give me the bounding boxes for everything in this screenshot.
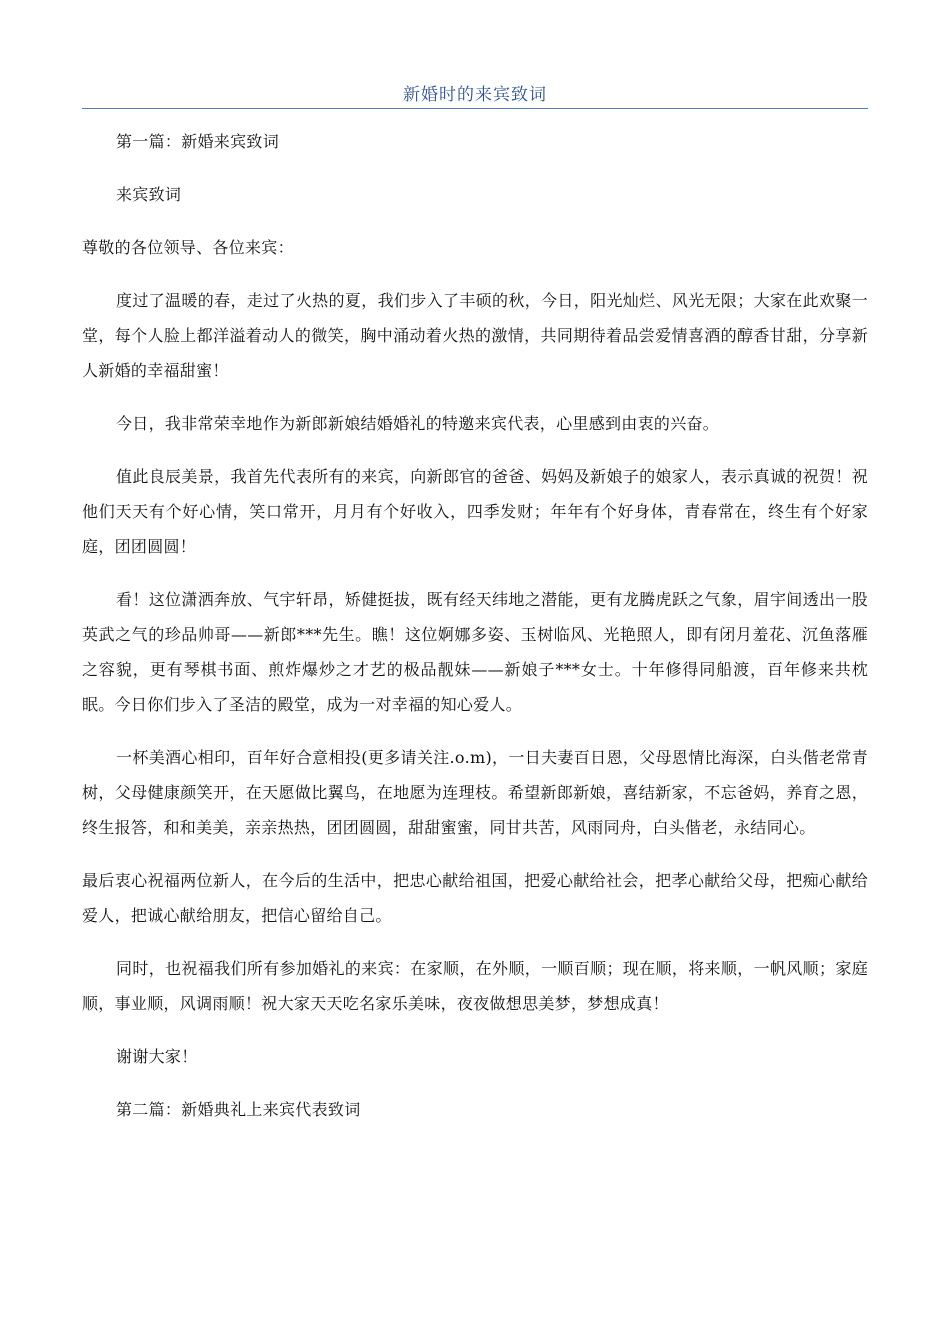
paragraph: 同时，也祝福我们所有参加婚礼的来宾：在家顺，在外顺，一顺百顺；现在顺，将来顺，一帆风顺；家庭顺，事业顺，风调雨顺！祝大家天天吃名家乐美味，夜夜做想思美梦，梦想成真！ xyxy=(82,959,868,1013)
paragraph: 最后衷心祝福两位新人，在今后的生活中，把忠心献给祖国，把爱心献给社会，把孝心献给父母，把痴心献给爱人，把诚心献给朋友，把信心留给自己。 xyxy=(82,871,868,925)
section-heading-2: 第二篇：新婚典礼上来宾代表致词 xyxy=(116,1100,361,1119)
paragraph: 值此良辰美景，我首先代表所有的来宾，向新郎官的爸爸、妈妈及新娘子的娘家人，表示真诚的祝贺！祝他们天天有个好心情，笑口常开，月月有个好收入，四季发财；年年有个好身体，青春常在，终生有个好家庭，团团圆圆！ xyxy=(82,467,868,556)
document-title: 新婚时的来宾致词 xyxy=(403,85,547,105)
paragraph: 今日，我非常荣幸地作为新郎新娘结婚婚礼的特邀来宾代表，心里感到由衷的兴奋。 xyxy=(116,414,720,433)
section-heading-1: 第一篇：新婚来宾致词 xyxy=(116,132,280,151)
closing-thanks: 谢谢大家！ xyxy=(116,1047,198,1066)
subheading: 来宾致词 xyxy=(116,185,182,204)
title-underline xyxy=(82,108,868,109)
salutation: 尊敬的各位领导、各位来宾： xyxy=(82,238,294,257)
paragraph: 看！这位潇洒奔放、气宇轩昂，矫健挺拔，既有经天纬地之潜能，更有龙腾虎跃之气象，眉宇间透出一股英武之气的珍品帅哥——新郎***先生。瞧！这位婀娜多姿、玉树临风、光艳照人，即有闭月羞花、沉鱼落雁之容貌，更有琴棋书面、煎炸爆炒之才艺的极品靓妹——新娘子***女士。十年修得同船渡，百年修来共枕眠。今日你们步入了圣洁的殿堂，成为一对幸福的知心爱人。 xyxy=(82,590,868,714)
paragraph: 度过了温暖的春，走过了火热的夏，我们步入了丰硕的秋，今日，阳光灿烂、风光无限；大家在此欢聚一堂，每个人脸上都洋溢着动人的微笑，胸中涌动着火热的激情，共同期待着品尝爱情喜酒的醇香甘甜，分享新人新婚的幸福甜蜜！ xyxy=(82,291,868,380)
paragraph: 一杯美酒心相印，百年好合意相投(更多请关注.o.m)，一日夫妻百日恩，父母恩情比海深，白头偕老常青树，父母健康颜笑开，在天愿做比翼鸟，在地愿为连理枝。希望新郎新娘，喜结新家，不忘爸妈，养育之恩，终生报答，和和美美，亲亲热热，团团圆圆，甜甜蜜蜜，同甘共苦，风雨同舟，白头偕老，永结同心。 xyxy=(82,748,868,837)
document-body xyxy=(82,124,868,1145)
